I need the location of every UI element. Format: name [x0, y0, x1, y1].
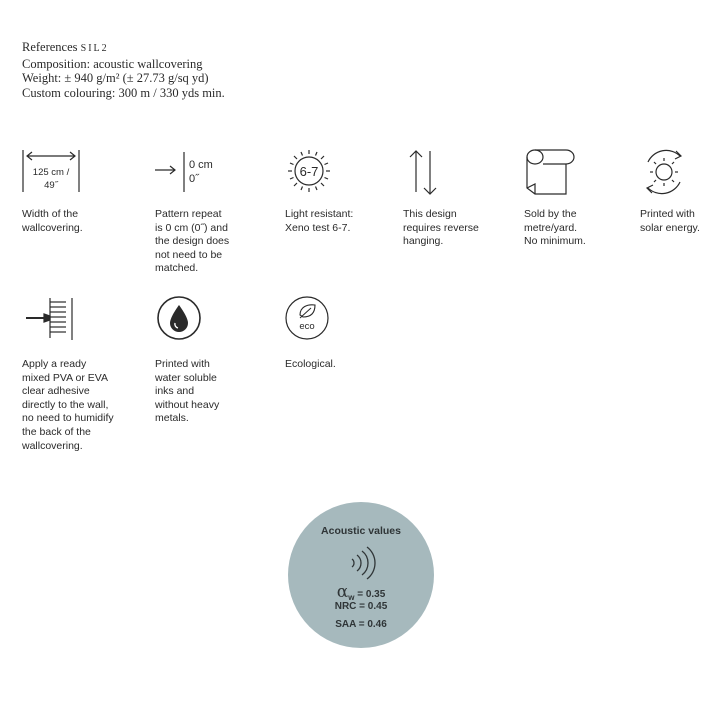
eco-text: eco	[299, 321, 315, 332]
nrc-value: NRC = 0.45	[334, 601, 388, 612]
width-cm-text: 125 cm /	[32, 167, 70, 178]
feature-label: This design requires reverse hanging.	[403, 208, 479, 248]
feature-label: Light resistant: Xeno test 6-7.	[285, 208, 354, 234]
acoustic-title: Acoustic values	[321, 525, 401, 537]
solar-energy-icon	[640, 148, 692, 196]
eco-leaf-icon	[285, 296, 333, 344]
references-label: References	[22, 40, 78, 54]
width-inch-text: 49˝	[44, 180, 58, 191]
composition-text: Composition: acoustic wallcovering	[22, 56, 203, 71]
width-arrows-icon	[22, 148, 82, 196]
alpha-w-value	[288, 582, 434, 602]
roll-icon	[524, 148, 576, 196]
water-drop-icon	[155, 296, 203, 344]
custom-colouring-text: Custom colouring: 300 m / 330 yds min.	[22, 85, 225, 100]
pattern-repeat-icon	[155, 148, 225, 196]
feature-label: Apply a ready mixed PVA or EVA clear adhesive directly to the wall, no need to humidify the back of the wallcovering.	[22, 358, 114, 452]
reference-code: SIL2	[80, 43, 109, 54]
acoustic-values-badge	[288, 502, 434, 648]
saa-value: SAA = 0.46	[335, 619, 387, 630]
repeat-cm-text: 0 cm	[189, 159, 213, 171]
alpha-symbol: α	[336, 582, 349, 602]
reverse-hanging-icon	[403, 148, 443, 198]
feature-label: Ecological.	[285, 358, 336, 370]
alpha-subscript: w	[348, 593, 355, 602]
feature-label: Sold by the metre/yard. No minimum.	[524, 208, 586, 248]
xeno-value-text: 6-7	[299, 164, 319, 179]
repeat-inch-text: 0˝	[189, 173, 199, 185]
sound-waves-icon	[348, 546, 376, 580]
sun-light-icon	[285, 148, 337, 196]
references-block	[22, 40, 225, 100]
feature-label: Width of the wallcovering.	[22, 208, 83, 234]
brush-wall-icon	[22, 296, 82, 344]
alpha-number: = 0.35	[354, 589, 386, 600]
feature-label: Pattern repeat is 0 cm (0˝) and the design does not need to be matched.	[155, 208, 230, 275]
weight-text: Weight: ± 940 g/m² (± 27.73 g/sq yd)	[22, 71, 209, 85]
feature-label: Printed with water soluble inks and without heavy metals.	[155, 358, 220, 425]
feature-label: Printed with solar energy.	[640, 208, 700, 234]
references-line	[22, 40, 225, 57]
